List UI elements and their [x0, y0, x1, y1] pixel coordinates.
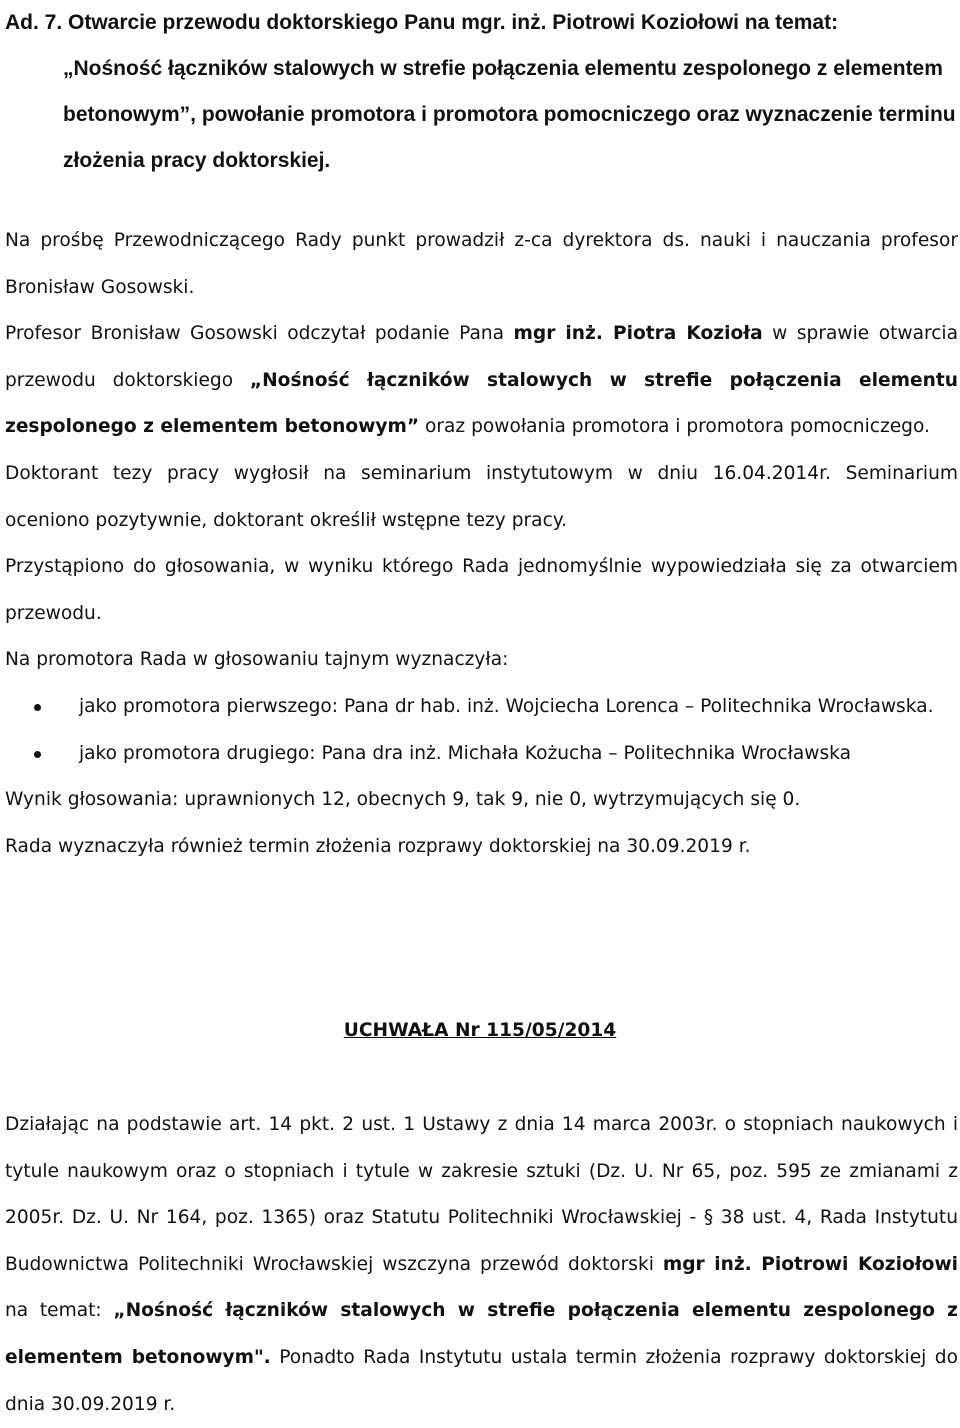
- paragraph-application: [5, 311, 958, 451]
- list-item-text: jako promotora pierwszego: Pana dr hab. inż. Wojciecha Lorenca – Politechnika Wrocławska.: [79, 695, 934, 717]
- text-run: Działając na podstawie art. 14 pkt. 2 ust. 1 Ustawy z dnia 14 marca 2003r. o stopniach naukowych i tytule naukowym oraz o stopniach i tytule w zakresie sztuki (Dz. U. Nr 65, poz. 595 ze zmianami z 2005r. Dz. U. Nr 164, poz. 1365) oraz Statutu Politechniki Wrocławskiej - § 38 ust. 4, Rada Instytutu Budownictwa Politechniki Wrocławskiej wszczyna przewód doktorski: [5, 1114, 958, 1275]
- bullet-icon: [34, 704, 41, 711]
- text-run: Ponadto Rada Instytutu ustala termin złożenia rozprawy doktorskiej do dnia 30.09.2019 r.: [5, 1346, 958, 1415]
- thesis-title: „Nośność łączników stalowych w strefie połączenia elementu zespolonego z elementem betonowym".: [5, 1300, 958, 1368]
- promoters-list: [5, 684, 958, 777]
- text-run: Profesor Bronisław Gosowski odczytał podanie Pana: [5, 323, 514, 345]
- list-item: [5, 684, 958, 731]
- candidate-name: mgr inż. Piotrowi Koziołowi: [662, 1253, 959, 1275]
- paragraph-promoters-intro: Na promotora Rada w głosowaniu tajnym wyznaczyła:: [5, 649, 509, 671]
- paragraph-chair: Na prośbę Przewodniczącego Rady punkt prowadził z-ca dyrektora ds. nauki i nauczania profesor Bronisław Gosowski.: [5, 230, 958, 298]
- paragraph-vote-result: Wynik głosowania: uprawnionych 12, obecnych 9, tak 9, nie 0, wytrzymujących się 0.: [5, 789, 801, 811]
- candidate-name: mgr inż. Piotra Kozioła: [513, 323, 763, 345]
- text-run: na temat:: [5, 1300, 114, 1322]
- thesis-title: „Nośność łączników stalowych w strefie połączenia elementu zespolonego z elementem betonowym”: [5, 369, 958, 438]
- heading-topic: „Nośność łączników stalowych w strefie połączenia elementu zespolonego z elementem betonowym”, powołanie promotora i promotora pomocniczego oraz wyznaczenie terminu złożenia pracy doktorskiej.: [63, 57, 956, 172]
- paragraph-deadline: Rada wyznaczyła również termin złożenia rozprawy doktorskiej na 30.09.2019 r.: [5, 835, 751, 857]
- paragraph-seminar: Doktorant tezy pracy wygłosił na seminarium instytutowym w dniu 16.04.2014r. Seminarium oceniono pozytywnie, doktorant określił wstępne tezy pracy.: [5, 462, 958, 531]
- resolution-title: UCHWAŁA Nr 115/05/2014: [343, 1020, 617, 1041]
- text-run: oraz powołania promotora i promotora pomocniczego.: [419, 416, 930, 438]
- bullet-icon: [34, 751, 41, 758]
- list-item: [5, 731, 958, 778]
- heading-line-1: Ad. 7. Otwarcie przewodu doktorskiego Panu mgr. inż. Piotrowi Koziołowi na temat:: [5, 11, 839, 34]
- agenda-item-heading: [5, 0, 957, 184]
- text-run: w sprawie otwarcia przewodu doktorskiego: [5, 323, 958, 391]
- minutes-body: [5, 218, 958, 870]
- list-item-text: jako promotora drugiego: Pana dra inż. Michała Kożucha – Politechnika Wrocławska: [79, 742, 851, 764]
- resolution-text: [5, 1102, 958, 1428]
- paragraph-vote: Przystąpiono do głosowania, w wyniku którego Rada jednomyślnie wypowiedziała się za otwarciem przewodu.: [5, 556, 958, 624]
